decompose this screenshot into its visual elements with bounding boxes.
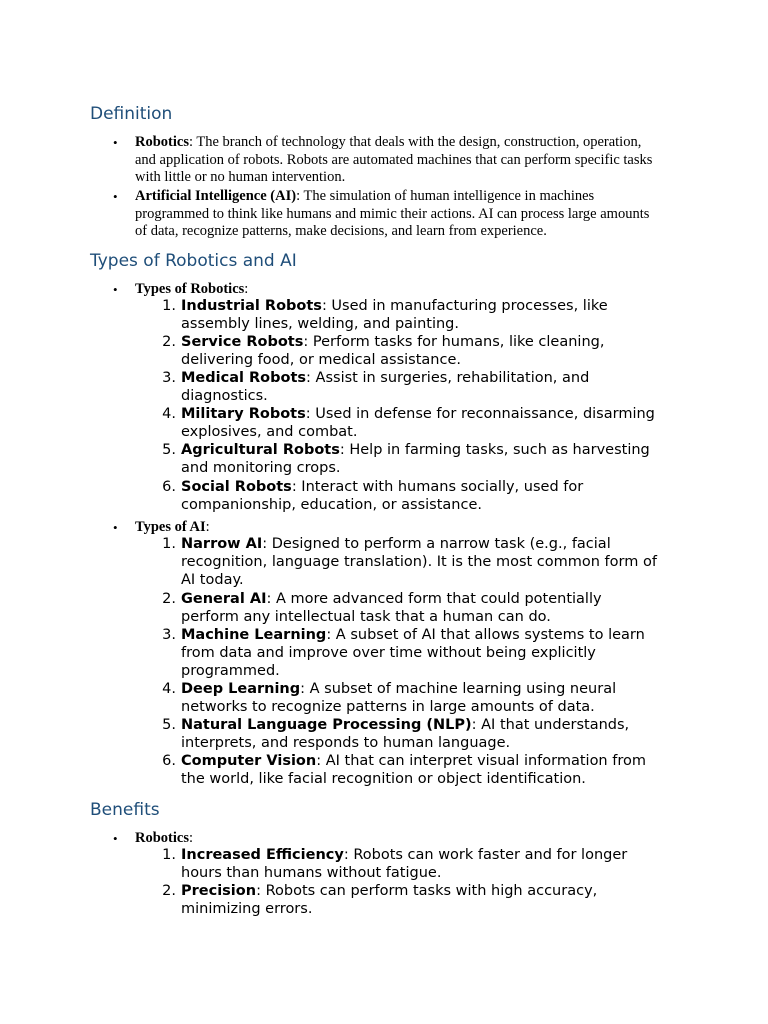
bullet-dot: • bbox=[113, 135, 118, 150]
bullet-dot: • bbox=[113, 831, 118, 846]
bullet-dot: • bbox=[113, 189, 118, 204]
term-ai: Artificial Intelligence (AI) bbox=[135, 188, 297, 204]
bullet-dot: • bbox=[113, 282, 118, 297]
heading-benefits: Benefits bbox=[90, 800, 160, 820]
term-robotics: Robotics bbox=[135, 134, 189, 150]
heading-types: Types of Robotics and AI bbox=[90, 251, 297, 271]
heading-definition: Definition bbox=[90, 104, 173, 124]
document-page: Definition • Robotics: The branch of technology that deals with the design, construction, operation, and application of robots. Robots are automated machines that can perform specific tasks with little or no human intervention. • Artificial Intelligence (AI): The simulation of human intelligence in machines programmed to think like humans and mimic their actions. AI can process large amounts of data, recognize patterns, make decisions, and learn from experience. Types of Robotics and AI • Types of Robotics: 1. Industrial Robots: Used in manufacturing processes, like assembly lines, welding, and painting. 2. Service Robots: Perform tasks for humans, like cleaning, delivering food, or medical assistance. 3. Medical Robots: Assist in surgeries, rehabilitation, and diagnostics. 4. Military Robots: Used in defense for reconnaissance, disarming explosives, and combat. 5. Agricultural Robots: Help in farming tasks, such as harvesting and monitoring crops. 6. Social Robots: Interact with humans socially, used for companionship, education, or assistance. • Types of AI: 1. Narrow AI: Designed to perform a narrow task (e.g., facial recognition, language translation). It is the most common form of AI today. 2. General AI: A more advanced form that could potentially perform any intellectual task that a human can do. 3. Machine Learning: A subset of AI that allows systems to learn from data and improve over time without being explicitly programmed. 4. Deep Learning: A subset of machine learning using neural networks to recognize patterns in large amounts of data. 5. Natural Language Processing (NLP): AI that understands, interprets, and responds to human language. 6. Computer Vision: AI that can interpret visual information from the world, like facial recognition or object identification. Benefits • Robotics: 1. Increased Efficiency: Robots can work faster and for longer hours than humans without fatigue. 2. Precision: Robots can perform tasks with high accuracy, minimizing errors. bbox=[90, 104, 657, 917]
bullet-dot: • bbox=[113, 520, 118, 535]
